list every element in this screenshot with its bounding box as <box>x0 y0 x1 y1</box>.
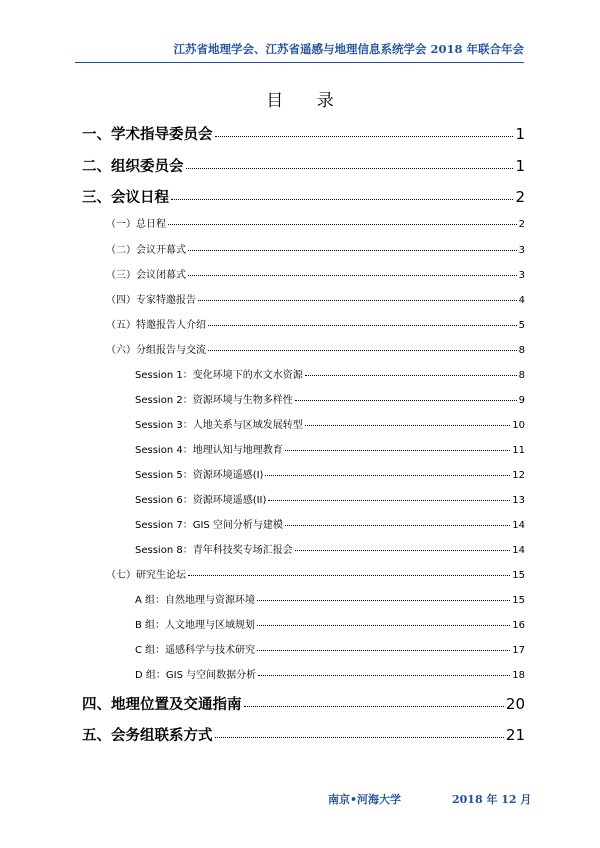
toc-entry-label: A 组：自然地理与资源环境 <box>135 595 256 606</box>
toc-entry-label: Session 1：变化环境下的水文水资源 <box>135 370 303 381</box>
toc-entry-label: （四）专家特邀报告 <box>106 295 196 306</box>
toc-page-number: 16 <box>512 620 525 631</box>
toc-leader-dots <box>295 400 517 401</box>
header-rule <box>75 62 524 63</box>
toc-entry-label: B 组：人文地理与区域规划 <box>135 620 256 631</box>
toc-page-number: 13 <box>512 495 525 506</box>
toc-leader-dots <box>295 550 511 551</box>
toc-entry-label: （七）研究生论坛 <box>106 570 186 581</box>
toc-leader-dots <box>215 737 504 738</box>
toc-page-number: 14 <box>512 545 525 556</box>
toc-page-number: 11 <box>512 445 525 456</box>
toc-page-number: 10 <box>512 420 525 431</box>
toc-leader-dots <box>208 325 517 326</box>
toc-entry-label: Session 2：资源环境与生物多样性 <box>135 395 293 406</box>
toc-entry[interactable] <box>106 566 525 581</box>
toc-entry[interactable] <box>135 441 525 456</box>
toc-entry-label: （三）会议闭幕式 <box>106 270 186 281</box>
toc-entry-label: 四、地理位置及交通指南 <box>82 697 242 713</box>
toc-page-number: 2 <box>518 219 525 230</box>
toc-entry[interactable] <box>106 341 525 356</box>
toc-page-number: 1 <box>515 125 525 143</box>
toc-entry-label: 一、学术指导委员会 <box>82 127 213 143</box>
toc-leader-dots <box>257 650 510 651</box>
toc-entry[interactable] <box>135 416 525 431</box>
toc-page-number: 15 <box>512 570 525 581</box>
toc-page-number: 5 <box>518 320 525 331</box>
toc-page-number: 3 <box>518 270 525 281</box>
toc-entry-label: Session 6：资源环境遥感(II) <box>135 495 267 506</box>
toc-entry[interactable] <box>82 693 525 714</box>
toc-leader-dots <box>188 275 517 276</box>
toc-entry-label: 二、组织委员会 <box>82 159 184 175</box>
toc-entry[interactable] <box>135 591 525 606</box>
toc-page-number: 20 <box>505 695 525 713</box>
toc-leader-dots <box>198 300 517 301</box>
toc-entry[interactable] <box>106 316 525 331</box>
toc-entry-label: 五、会务组联系方式 <box>82 728 213 744</box>
toc-entry[interactable] <box>135 491 525 506</box>
toc-page-number: 17 <box>512 645 525 656</box>
toc-page-number: 21 <box>505 726 525 744</box>
running-header: 江苏省地理学会、江苏省遥感与地理信息系统学会 2018 年联合年会 <box>173 42 524 56</box>
toc-entry[interactable] <box>135 666 525 681</box>
toc-entry-label: Session 8：青年科技奖专场汇报会 <box>135 545 293 556</box>
toc-entry[interactable] <box>106 241 525 256</box>
toc-leader-dots <box>257 600 510 601</box>
toc-page-number: 3 <box>518 245 525 256</box>
toc-leader-dots <box>257 625 510 626</box>
toc-entry[interactable] <box>135 541 525 556</box>
toc-leader-dots <box>305 425 511 426</box>
toc-leader-dots <box>265 475 510 476</box>
toc-page-number: 8 <box>518 370 525 381</box>
toc-leader-dots <box>258 675 510 676</box>
toc-entry-label: Session 5：资源环境遥感(I) <box>135 470 264 481</box>
toc-entry[interactable] <box>135 391 525 406</box>
toc-leader-dots <box>186 168 514 169</box>
toc-page-number: 4 <box>518 295 525 306</box>
toc-entry[interactable] <box>135 516 525 531</box>
toc-page-number: 9 <box>518 395 525 406</box>
footer-place: 南京•河海大学 <box>328 793 402 806</box>
toc-page-number: 18 <box>512 670 525 681</box>
toc-entry-label: Session 4：地理认知与地理教育 <box>135 445 283 456</box>
toc-leader-dots <box>215 136 514 137</box>
toc-leader-dots <box>188 575 510 576</box>
toc-entry[interactable] <box>135 466 525 481</box>
toc-entry-label: Session 3：人地关系与区域发展转型 <box>135 420 303 431</box>
toc-leader-dots <box>171 199 513 200</box>
toc-leader-dots <box>268 500 510 501</box>
toc-entry[interactable] <box>82 155 525 176</box>
toc-entry[interactable] <box>106 215 525 230</box>
toc-entry[interactable] <box>82 123 525 144</box>
toc-entry-label: 三、会议日程 <box>82 190 169 206</box>
toc-entry-label: （二）会议开幕式 <box>106 245 186 256</box>
toc-page-number: 12 <box>512 470 525 481</box>
toc-entry[interactable] <box>106 266 525 281</box>
toc-entry-label: （六）分组报告与交流 <box>106 345 206 356</box>
footer-date: 2018 年 12 月 <box>452 793 532 806</box>
toc-entry[interactable] <box>82 724 525 745</box>
toc-entry-label: Session 7：GIS 空间分析与建模 <box>135 520 283 531</box>
toc-page-number: 14 <box>512 520 525 531</box>
toc-entry[interactable] <box>82 186 525 207</box>
toc-entry-label: D 组：GIS 与空间数据分析 <box>135 670 257 681</box>
toc-leader-dots <box>285 450 511 451</box>
toc-entry-label: （一）总日程 <box>106 219 166 230</box>
toc-leader-dots <box>188 250 517 251</box>
toc-page-number: 1 <box>515 157 525 175</box>
toc-page-number: 8 <box>518 345 525 356</box>
toc-leader-dots <box>305 375 517 376</box>
toc-entry[interactable] <box>135 616 525 631</box>
toc-leader-dots <box>285 525 510 526</box>
toc-entry-label: （五）特邀报告人介绍 <box>106 320 206 331</box>
toc-page-number: 2 <box>515 188 525 206</box>
toc-leader-dots <box>208 350 517 351</box>
toc-entry[interactable] <box>106 291 525 306</box>
toc-entry[interactable] <box>135 641 525 656</box>
toc-entry-label: C 组：遥感科学与技术研究 <box>135 645 256 656</box>
toc-page-number: 15 <box>512 595 525 606</box>
toc-entry[interactable] <box>135 366 525 381</box>
toc-leader-dots <box>168 224 517 225</box>
toc-leader-dots <box>244 706 504 707</box>
page-title: 目 录 <box>266 91 348 111</box>
